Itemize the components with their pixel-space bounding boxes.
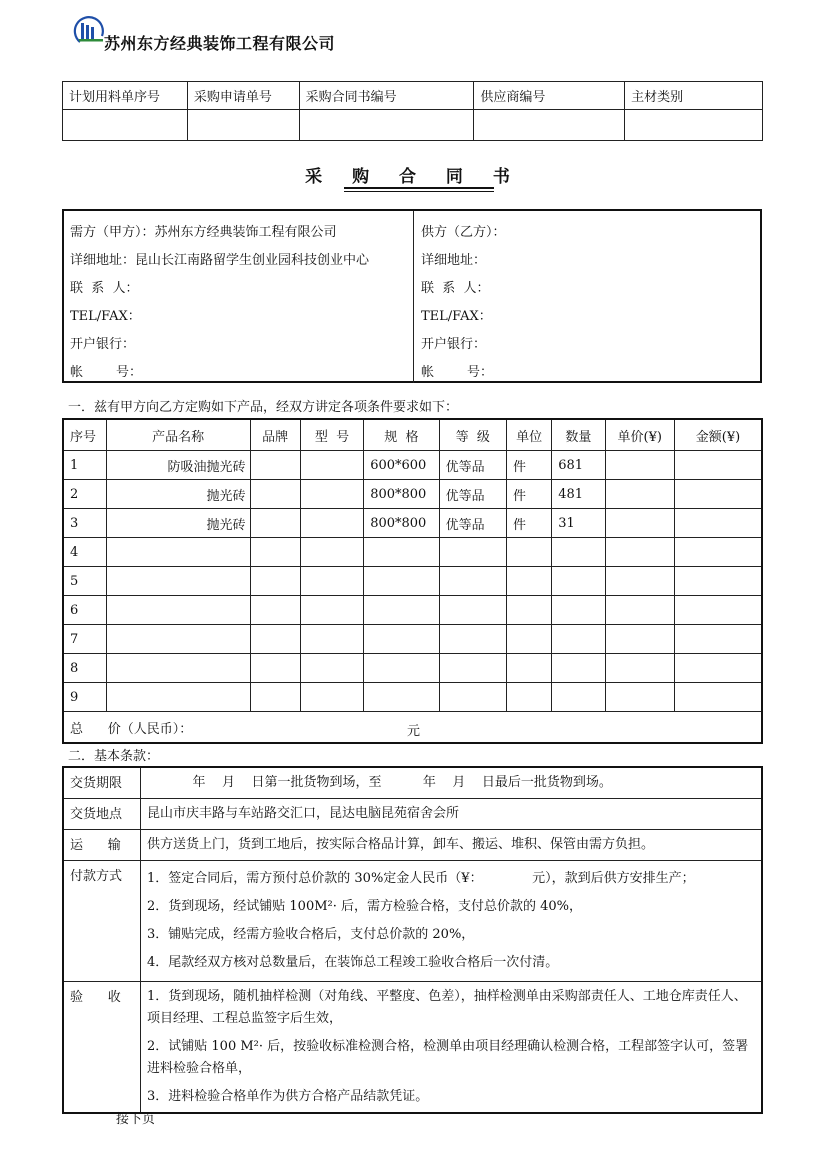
- row-brand: [250, 625, 300, 654]
- row-amount: [674, 596, 762, 625]
- ref-value-contract-no[interactable]: [299, 110, 474, 141]
- row-product-name: [106, 654, 250, 683]
- table-row: [63, 538, 762, 567]
- row-qty: 481: [552, 480, 605, 509]
- section1-heading: 一．兹有甲方向乙方定购如下产品，经双方讲定各项条件要求如下：: [68, 400, 459, 415]
- document-title: 采 购 合 同 书: [305, 167, 522, 187]
- row-brand: [250, 567, 300, 596]
- ref-value-material-type[interactable]: [625, 110, 763, 141]
- row-amount: [674, 654, 762, 683]
- row-unit: [506, 625, 551, 654]
- col-header-amount: 金额(¥): [674, 419, 762, 451]
- ref-header-plan-no: 计划用料单序号: [63, 82, 188, 110]
- row-price: [605, 683, 674, 712]
- row-model: [300, 567, 363, 596]
- row-amount: [674, 625, 762, 654]
- term-transport: [63, 830, 762, 861]
- row-qty: [552, 683, 605, 712]
- row-unit: [506, 596, 551, 625]
- continued-note: 接下页: [116, 1112, 156, 1127]
- table-row: [63, 509, 762, 538]
- row-spec: [364, 538, 439, 567]
- row-product-name: 抛光砖: [106, 509, 250, 538]
- total-label: 总 价（人民币）：: [70, 721, 193, 737]
- table-row: [63, 567, 762, 596]
- ref-header-supplier-no: 供应商编号: [474, 82, 625, 110]
- table-row: [63, 683, 762, 712]
- row-grade: [439, 596, 506, 625]
- row-amount: [674, 451, 762, 480]
- col-header-grade: 等 级: [439, 419, 506, 451]
- buyer-label: 需方（甲方）：苏州东方经典装饰工程有限公司: [70, 225, 337, 240]
- row-spec: [364, 567, 439, 596]
- term-label: 验 收: [63, 982, 141, 1114]
- supplier-account: 帐 号：: [421, 365, 494, 380]
- row-model: [300, 451, 363, 480]
- total-row: [63, 712, 762, 744]
- row-product-name: 防吸油抛光砖: [106, 451, 250, 480]
- row-price: [605, 480, 674, 509]
- row-no: 1: [63, 451, 106, 480]
- row-grade: [439, 538, 506, 567]
- ref-value-supplier-no[interactable]: [474, 110, 625, 141]
- row-spec: 800*800: [364, 509, 439, 538]
- row-price: [605, 596, 674, 625]
- row-brand: [250, 538, 300, 567]
- row-model: [300, 683, 363, 712]
- row-qty: [552, 596, 605, 625]
- term-label: 付款方式: [63, 861, 141, 982]
- term-line: 昆山市庆丰路与车站路交汇口，昆达电脑昆苑宿舍会所: [147, 806, 460, 821]
- term-line: 2．试铺贴 100 M²· 后，按验收标准检测合格，检测单由项目经理确认检测合格，工程部签字认可，签署进料检验合格单，: [147, 1039, 749, 1076]
- col-header-model: 型 号: [300, 419, 363, 451]
- term-label: 交货地点: [63, 799, 141, 830]
- row-model: [300, 509, 363, 538]
- supplier-contact: 联 系 人：: [421, 281, 490, 296]
- row-unit: 件: [506, 480, 551, 509]
- table-row: [63, 480, 762, 509]
- ref-header-contract-no: 采购合同书编号: [299, 82, 474, 110]
- ref-value-request-no[interactable]: [187, 110, 299, 141]
- row-grade: [439, 625, 506, 654]
- buyer-bank: 开户银行：: [70, 337, 136, 352]
- row-brand: [250, 451, 300, 480]
- row-grade: 优等品: [439, 509, 506, 538]
- row-spec: [364, 683, 439, 712]
- term-line: 4．尾款经双方核对总数量后，在装饰总工程竣工验收合格后一次付清。: [147, 955, 559, 970]
- row-brand: [250, 596, 300, 625]
- row-no: 9: [63, 683, 106, 712]
- products-header-row: [63, 419, 762, 451]
- col-header-name: 产品名称: [106, 419, 250, 451]
- row-amount: [674, 567, 762, 596]
- row-grade: 优等品: [439, 480, 506, 509]
- row-qty: [552, 538, 605, 567]
- row-qty: [552, 567, 605, 596]
- term-label: 交货期限: [63, 767, 141, 799]
- row-product-name: [106, 567, 250, 596]
- row-grade: [439, 567, 506, 596]
- col-header-no: 序号: [63, 419, 106, 451]
- row-model: [300, 480, 363, 509]
- buyer-telfax: TEL/FAX：: [70, 309, 141, 324]
- buyer-account: 帐 号：: [70, 365, 143, 380]
- table-row: [63, 596, 762, 625]
- row-no: 3: [63, 509, 106, 538]
- terms-table: [62, 766, 763, 1114]
- title-underline-thin: [344, 191, 494, 192]
- buyer-address: 详细地址：昆山长江南路留学生创业园科技创业中心: [70, 253, 370, 268]
- row-unit: [506, 567, 551, 596]
- row-qty: [552, 654, 605, 683]
- row-unit: 件: [506, 451, 551, 480]
- term-line: 3．进料检验合格单作为供方合格产品结款凭证。: [147, 1089, 429, 1104]
- parties-divider: [413, 211, 414, 383]
- term-line: 3．铺贴完成，经需方验收合格后，支付总价款的 20%，: [147, 927, 475, 942]
- col-header-brand: 品牌: [250, 419, 300, 451]
- term-payment: [63, 861, 762, 982]
- term-line: 1．签定合同后，需方预付总价款的 30%定金人民币（¥： 元），款到后供方安排生产；: [147, 871, 695, 886]
- supplier-label: 供方（乙方）：: [421, 225, 506, 240]
- row-no: 4: [63, 538, 106, 567]
- row-no: 8: [63, 654, 106, 683]
- row-brand: [250, 654, 300, 683]
- row-unit: [506, 538, 551, 567]
- row-spec: 600*600: [364, 451, 439, 480]
- row-unit: 件: [506, 509, 551, 538]
- col-header-unit: 单位: [506, 419, 551, 451]
- col-header-qty: 数量: [552, 419, 605, 451]
- row-unit: [506, 683, 551, 712]
- term-line: 年 月 日第一批货物到场，至 年 月 日最后一批货物到场。: [147, 775, 612, 790]
- title-underline: [344, 187, 494, 189]
- row-brand: [250, 480, 300, 509]
- section2-heading: 二．基本条款：: [68, 749, 160, 764]
- row-product-name: [106, 596, 250, 625]
- term-line: 2．货到现场，经试铺贴 100M²· 后，需方检验合格，支付总价款的 40%，: [147, 899, 583, 914]
- row-price: [605, 538, 674, 567]
- row-grade: [439, 654, 506, 683]
- company-logo-icon: [72, 16, 106, 46]
- row-spec: [364, 596, 439, 625]
- row-no: 6: [63, 596, 106, 625]
- ref-header-material-type: 主材类别: [625, 82, 763, 110]
- row-product-name: 抛光砖: [106, 480, 250, 509]
- parties-box: [62, 209, 762, 383]
- row-model: [300, 538, 363, 567]
- row-grade: 优等品: [439, 451, 506, 480]
- row-no: 2: [63, 480, 106, 509]
- row-spec: [364, 654, 439, 683]
- term-delivery-place: [63, 799, 762, 830]
- col-header-price: 单价(¥): [605, 419, 674, 451]
- row-product-name: [106, 538, 250, 567]
- row-amount: [674, 480, 762, 509]
- supplier-address: 详细地址：: [421, 253, 487, 268]
- row-qty: 681: [552, 451, 605, 480]
- row-spec: 800*800: [364, 480, 439, 509]
- row-price: [605, 451, 674, 480]
- row-product-name: [106, 683, 250, 712]
- table-row: [63, 625, 762, 654]
- row-model: [300, 625, 363, 654]
- row-no: 5: [63, 567, 106, 596]
- company-name: 苏州东方经典装饰工程有限公司: [104, 34, 336, 53]
- row-product-name: [106, 625, 250, 654]
- supplier-bank: 开户银行：: [421, 337, 487, 352]
- row-qty: [552, 625, 605, 654]
- products-table: [62, 418, 763, 744]
- buyer-contact: 联 系 人：: [70, 281, 139, 296]
- row-amount: [674, 509, 762, 538]
- row-amount: [674, 683, 762, 712]
- row-brand: [250, 683, 300, 712]
- row-price: [605, 625, 674, 654]
- reference-table: [62, 81, 763, 141]
- term-delivery-period: [63, 767, 762, 799]
- row-amount: [674, 538, 762, 567]
- row-price: [605, 509, 674, 538]
- table-row: [63, 654, 762, 683]
- ref-header-request-no: 采购申请单号: [187, 82, 299, 110]
- row-model: [300, 596, 363, 625]
- ref-value-plan-no[interactable]: [63, 110, 188, 141]
- term-label: 运 输: [63, 830, 141, 861]
- row-qty: 31: [552, 509, 605, 538]
- row-price: [605, 654, 674, 683]
- row-price: [605, 567, 674, 596]
- row-unit: [506, 654, 551, 683]
- term-acceptance: [63, 982, 762, 1114]
- term-line: 供方送货上门，货到工地后，按实际合格品计算，卸车、搬运、堆积、保管由需方负担。: [147, 837, 655, 852]
- row-brand: [250, 509, 300, 538]
- row-grade: [439, 683, 506, 712]
- col-header-spec: 规 格: [364, 419, 439, 451]
- supplier-telfax: TEL/FAX：: [421, 309, 492, 324]
- row-model: [300, 654, 363, 683]
- row-spec: [364, 625, 439, 654]
- table-row: [63, 451, 762, 480]
- term-line: 1．货到现场，随机抽样检测（对角线、平整度、色差），抽样检测单由采购部责任人、工地仓库责任人、项目经理、工程总监签字后生效，: [147, 989, 747, 1026]
- row-no: 7: [63, 625, 106, 654]
- total-unit: 元: [407, 724, 421, 739]
